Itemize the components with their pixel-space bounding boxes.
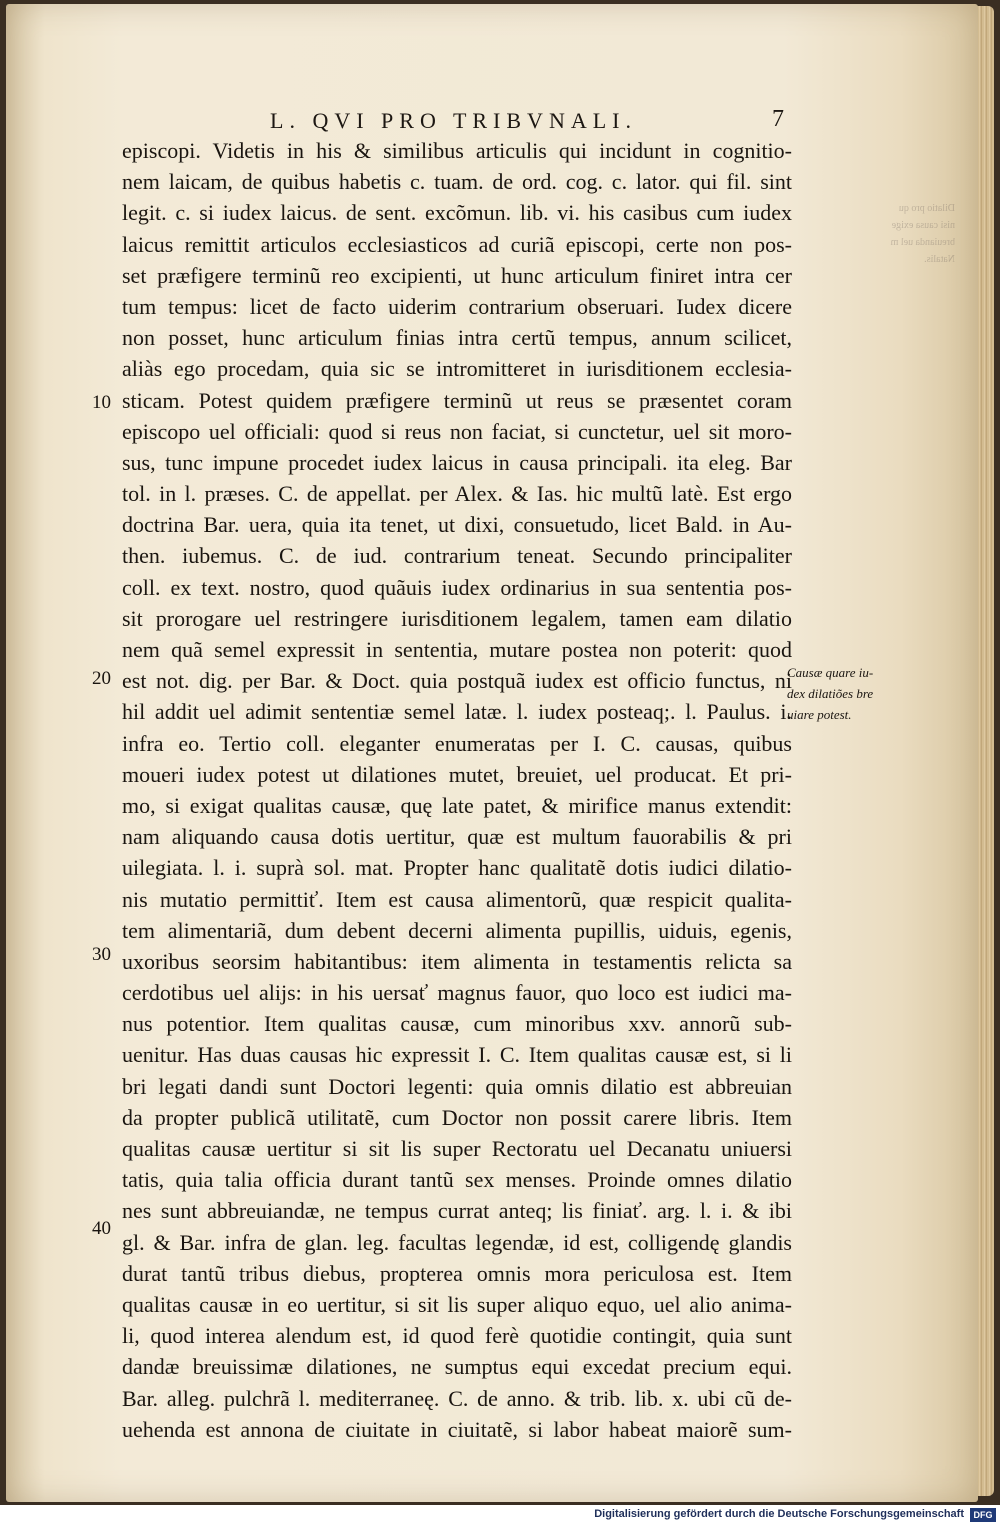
text-line: coll. ex text. nostro, quod quãuis iudex ordinarius in sua sententia pos-	[122, 574, 792, 600]
body-text	[122, 135, 792, 1445]
margin-note-line: uiare potest.	[787, 707, 852, 722]
text-line: gl. & Bar. infra de glan. leg. facultas legendæ, id est, colligendę glandis	[122, 1229, 792, 1255]
text-line: aliàs ego procedam, quia sic se intromitteret in iurisditionem ecclesia-	[122, 356, 792, 382]
text-line: doctrina Bar. uera, quia ita tenet, ut dixi, consuetudo, licet Bald. in Au-	[122, 512, 792, 538]
text-line: non posset, hunc articulum finias intra certũ tempus, annum scilicet,	[122, 325, 792, 351]
footer-bar	[0, 1505, 1000, 1525]
line-number-10: 10	[92, 392, 111, 413]
text-line: laicus remittit articulos ecclesiasticos ad curiã episcopi, certe non pos-	[122, 231, 792, 257]
text-line: moueri iudex potest ut dilationes mutet, breuiet, uel producat. Et pri-	[122, 761, 792, 787]
text-line: tem alimentariã, dum debent decerni alimenta pupillis, uiduis, egenis,	[122, 917, 792, 943]
dfg-logo-icon: DFG	[970, 1508, 996, 1522]
text-line: episcopi. Videtis in his & similibus articulis qui incidunt in cognitio-	[122, 138, 792, 163]
show-through-text: Dilatio pro qu nisi causa exige breuianda uel m Natalis.	[890, 203, 955, 265]
text-line: bri legati dandi sunt Doctori legenti: quia omnis dilatio est abbreuian	[122, 1073, 792, 1099]
text-line: episcopo uel officiali: quod si reus non faciat, si cunctetur, uel sit moro-	[122, 418, 792, 444]
text-line: nus potentior. Item qualitas causæ, cum minoribus xxv. annorũ sub-	[122, 1011, 792, 1037]
text-line: set præfigere terminũ reo excipienti, ut hunc articulum finiret intra cer	[122, 262, 792, 288]
text-line: infra eo. Tertio coll. eleganter enumeratas per I. C. causas, quibus	[122, 730, 792, 756]
line-number-30: 30	[92, 944, 111, 965]
text-line: sticam. Potest quidem præfigere terminũ ut reus se præsentet coram	[122, 387, 792, 413]
text-line: qualitas causæ uertitur si sit lis super Rectoratu uel Decanatu uniuersi	[122, 1136, 792, 1161]
text-line: uenitur. Has duas causas hic expressit I. C. Item qualitas causæ est, si li	[122, 1042, 792, 1068]
text-line: nem quã semel expressit in sententia, mutare postea non poterit: quod	[122, 637, 792, 662]
line-number-20: 20	[92, 668, 111, 689]
text-line: da propter publicã utilitatẽ, cum Doctor non possit carere libris. Item	[122, 1104, 792, 1130]
text-line: qualitas causæ in eo uertitur, si sit lis super aliquo equo, uel alio anima-	[122, 1291, 792, 1317]
text-line: tol. in l. præses. C. de appellat. per Alex. & Ias. hic multũ latè. Est ergo	[122, 481, 792, 507]
text-line: li, quod interea alendum est, id quod ferè quotidie contingit, quia sunt	[122, 1323, 792, 1349]
text-line: sit prorogare uel restringere iurisditionem legalem, tamen eam dilatio	[122, 605, 792, 631]
text-line: sus, tunc impune procedet iudex laicus in causa principali. ita eleg. Bar	[122, 449, 792, 475]
text-line: nes sunt abbreuiandæ, ne tempus currat anteq; lis finiať. arg. l. i. & ibi	[122, 1198, 792, 1224]
running-head: L. QVI PRO TRIBVNALI.	[270, 108, 637, 133]
text-line: cerdotibus uel alijs: in his uersať magnus fauor, quo loco est iudici ma-	[122, 980, 792, 1006]
text-line: tatis, quia talia officia durant tantũ sex menses. Proinde omnes dilatio	[122, 1167, 792, 1193]
text-line: uilegiata. l. i. suprà sol. mat. Propter hanc qualitatẽ dotis iudici dilatio-	[122, 855, 792, 881]
text-line: nis mutatio permittiť. Item est causa alimentorũ, quæ respicit qualita-	[122, 886, 792, 912]
margin-note-line: dex dilatiões bre	[787, 686, 874, 701]
text-line: dandæ breuissimæ dilationes, ne sumptus equi excedat precium equi.	[122, 1354, 792, 1380]
text-line: uxoribus seorsim habitantibus: item alimenta in testamentis relicta sa	[122, 948, 792, 974]
line-number-40: 40	[92, 1218, 111, 1239]
page-number: 7	[772, 106, 784, 132]
margin-note-line: Causæ quare iu-	[787, 665, 874, 680]
text-line: then. iubemus. C. de iud. contrarium teneat. Secundo principaliter	[122, 543, 792, 569]
margin-note	[787, 662, 887, 725]
text-line: nam aliquando causa dotis uertitur, quæ est multum fauorabilis & pri	[122, 824, 792, 850]
text-line: mo, si exigat qualitas causæ, quę late patet, & mirifice manus extendit:	[122, 792, 792, 818]
text-line: legit. c. si iudex laicus. de sent. excõmun. lib. vi. his casibus cum iudex	[122, 200, 792, 226]
funding-credit: Digitalisierung gefördert durch die Deutsche Forschungsgemeinschaft	[594, 1508, 964, 1520]
text-line: tum tempus: licet de facto uiderim contrarium obseruari. Iudex dicere	[122, 293, 792, 319]
text-line: nem laicam, de quibus habetis c. tuam. de ord. cog. c. lator. qui fil. sint	[122, 169, 792, 195]
text-line: est not. dig. per Bar. & Doct. quia postquã iudex est officio functus, ni	[122, 668, 792, 694]
text-line: hil addit uel adimit sententiæ semel latæ. l. iudex posteaq;. l. Paulus. i.	[122, 699, 792, 725]
text-line: durat tantũ tribus diebus, propterea omnis mora periculosa est. Item	[122, 1260, 792, 1286]
text-line: uehenda est annona de ciuitate in ciuitatẽ, si labor habeat maiorẽ sum-	[122, 1416, 792, 1442]
text-line: Bar. alleg. pulchrã l. mediterraneę. C. de anno. & trib. lib. x. ubi cũ de-	[122, 1385, 792, 1411]
